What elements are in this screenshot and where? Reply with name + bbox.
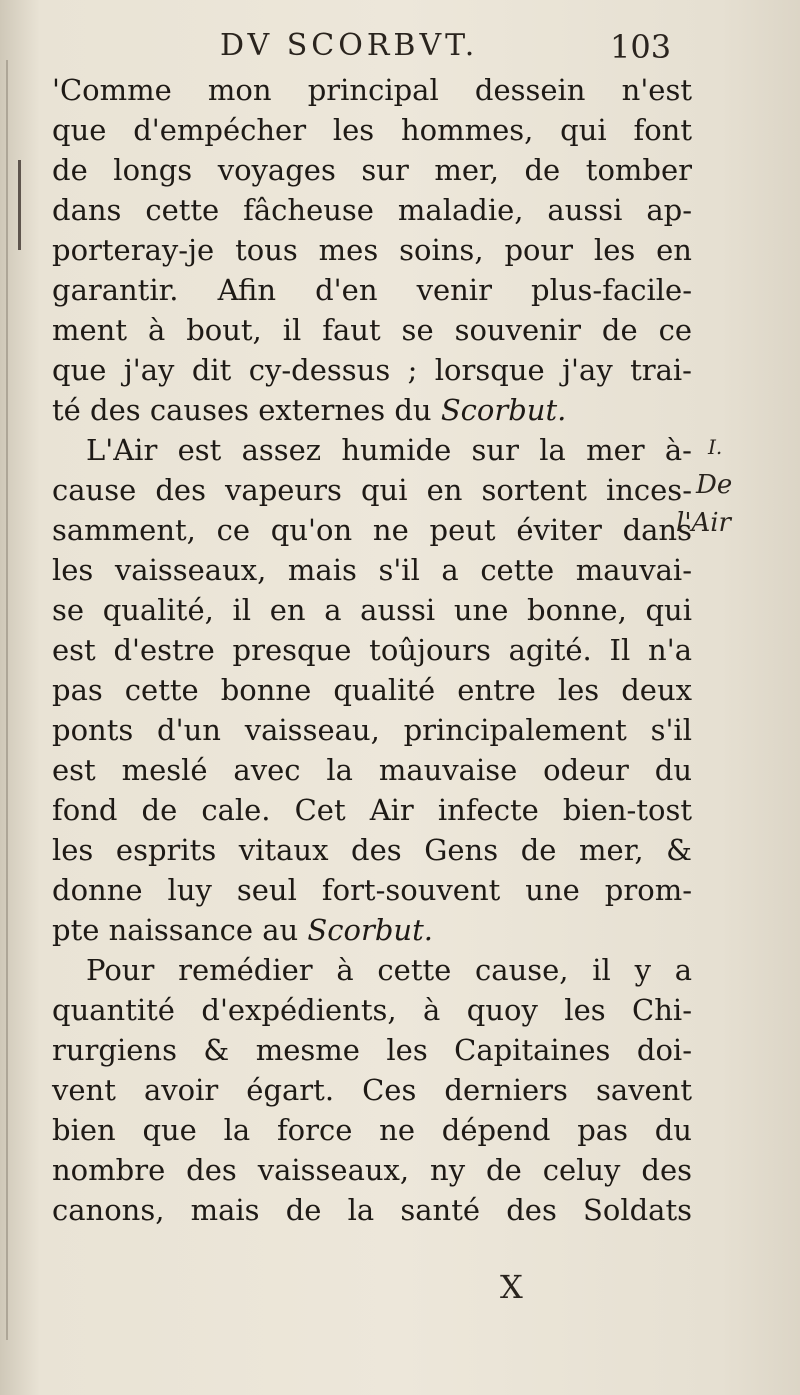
signature-mark: X	[500, 1268, 523, 1306]
text-line: fond de cale. Cet Air infecte bien-tost	[52, 793, 692, 827]
text-line: samment, ce qu'on ne peut éviter dans	[52, 513, 692, 547]
text-line: quantité d'expédients, à quoy les Chi-	[52, 993, 692, 1027]
margin-note	[676, 428, 786, 542]
italic-term: Scorbut.	[307, 913, 433, 947]
text-line: garantir. Afin d'en venir plus-facile-	[52, 273, 692, 307]
text-line: les esprits vitaux des Gens de mer, &	[52, 833, 692, 867]
text-line: ponts d'un vaisseau, principalement s'il	[52, 713, 692, 747]
text-line: que j'ay dit cy-dessus ; lorsque j'ay trai-	[52, 353, 692, 387]
text-line: rurgiens & mesme les Capitaines doi-	[52, 1033, 692, 1067]
text-line: canons, mais de la santé des Soldats	[52, 1193, 692, 1227]
text-line: Pour remédier à cette cause, il y a	[86, 953, 692, 987]
text-line: pas cette bonne qualité entre les deux	[52, 673, 692, 707]
text-line: est d'estre presque toûjours agité. Il n'a	[52, 633, 692, 667]
text-line: que d'empécher les hommes, qui font	[52, 113, 692, 147]
margin-note-number: I.	[708, 435, 723, 459]
text-line: 'Comme mon principal dessein n'est	[52, 73, 692, 107]
gutter-shadow	[6, 60, 8, 1340]
body-text	[52, 70, 692, 1230]
text-line: se qualité, il en a aussi une bonne, qui	[52, 593, 692, 627]
text-line: nombre des vaisseaux, ny de celuy des	[52, 1153, 692, 1187]
text-line: cause des vapeurs qui en sortent inces-	[52, 473, 692, 507]
margin-note-line: De	[696, 470, 733, 500]
text-line: de longs voyages sur mer, de tomber	[52, 153, 692, 187]
page-number: 103	[610, 28, 672, 66]
text-segment: pte naissance au	[52, 913, 308, 947]
italic-term: Scorbut.	[440, 393, 567, 427]
running-title: DV SCORBVT.	[220, 28, 479, 63]
text-line: L'Air est assez humide sur la mer à-	[86, 433, 692, 467]
text-line: est meslé avec la mauvaise odeur du	[52, 753, 692, 787]
text-line: vent avoir égart. Ces derniers savent	[52, 1073, 692, 1107]
margin-note-line: l'Air	[676, 508, 731, 538]
text-line: ment à bout, il faut se souvenir de ce	[52, 313, 692, 347]
text-line: porteray-je tous mes soins, pour les en	[52, 233, 692, 267]
text-line	[52, 910, 692, 950]
margin-mark	[18, 160, 21, 250]
text-segment: té des causes externes du	[52, 393, 441, 427]
text-line: donne luy seul fort-souvent une prom-	[52, 873, 692, 907]
text-line: dans cette fâcheuse maladie, aussi ap-	[52, 193, 692, 227]
text-line	[52, 390, 692, 430]
text-line: les vaisseaux, mais s'il a cette mauvai-	[52, 553, 692, 587]
text-line: bien que la force ne dépend pas du	[52, 1113, 692, 1147]
